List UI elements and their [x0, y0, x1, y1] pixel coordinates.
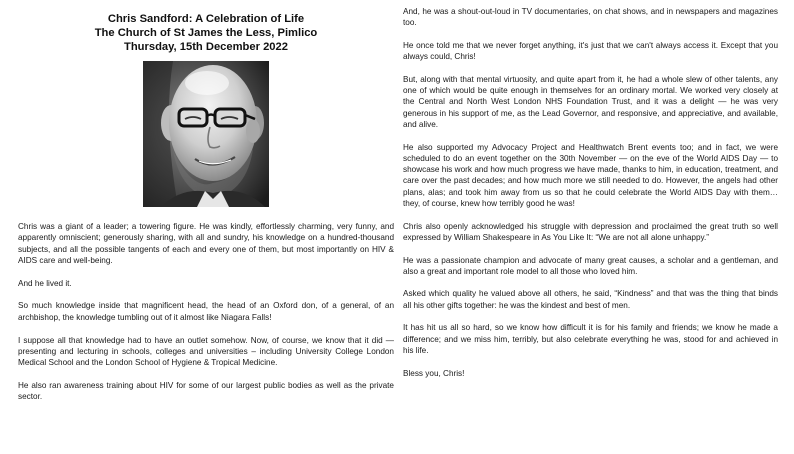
paragraph: So much knowledge inside that magnificent head, the head of an Oxford don, of a general, of an archbishop, the knowledge tumbling out of it almost like Niagara Falls! — [18, 301, 394, 322]
paragraph: Asked which quality he valued above all others, he said, “Kindness” and that was the thing that binds all his other gifts together: he was the kindest and best of men. — [403, 289, 778, 310]
left-column — [18, 0, 394, 403]
date-line: Thursday, 15th December 2022 — [124, 41, 288, 53]
paragraph: It has hit us all so hard, so we know how difficult it is for his family and friends; we know he made a difference; and we miss him, terribly, but also celebrate everything he was, stood for and achieved in his life. — [403, 323, 778, 355]
venue-line: The Church of St James the Less, Pimlico — [94, 27, 318, 39]
portrait-photo — [143, 61, 269, 207]
portrait-image — [143, 61, 269, 207]
paragraph: But, along with that mental virtuosity, and quite apart from it, he had a whole slew of other talents, any one of which would be quite enough in themselves for an ordinary mortal. We worked very closely at the Central and North West London NHS Foundation Trust, and it was a delight — he was very generous in his support of me, as the Lead Governor, and responsive, and appreciative, and available, and alive. — [403, 74, 778, 129]
closing-line: Bless you, Chris! — [403, 368, 465, 378]
paragraph: He also supported my Advocacy Project and Healthwatch Brent events too; and in fact, we were scheduled to do an event together on the 30th November — on the eve of the World AIDS Day — to showcase his work and how much progress we have made, thanks to him, in education, treatment, and care over the past decades; and how much more we still needed to do. However, the angels had other plans, alas; and took him away from us so that he could celebrate the World AIDS Day with them… they, of course, knew how terribly good he was! — [403, 142, 778, 209]
paragraph: I suppose all that knowledge had to have an outlet somehow. Now, of course, we know that it did — presenting and lecturing in schools, colleges and universities – including University College London Medical School and the London School of Hygiene & Tropical Medicine. — [18, 335, 394, 368]
paragraph: He was a passionate champion and advocate of many great causes, a scholar and a gentleman, and also a great and important role model to all those who loved him. — [403, 255, 778, 276]
paragraph: And, he was a shout-out-loud in TV documentaries, on chat shows, and in newspapers and magazines too. — [403, 7, 778, 28]
paragraph: Chris was a giant of a leader; a towering figure. He was kindly, effortlessly charming, very funny, and apparently omniscient; generously sharing, with all and sundry, his knowledge on a hundred-thousand subjects, and all the possible tangents of each and every one of them, but most importantly on HIV & AIDS care and well-being. — [18, 222, 394, 265]
title-block — [18, 12, 394, 54]
paragraph: He also ran awareness training about HIV for some of our largest public bodies as well as the private sector. — [18, 380, 394, 402]
page-title: Chris Sandford: A Celebration of Life — [107, 13, 305, 25]
paragraph: Chris also openly acknowledged his struggle with depression and proclaimed the great truth so well expressed by William Shakespeare in As You Like It: “We are not all alone unhappy.” — [403, 221, 778, 242]
paragraph: He once told me that we never forget anything, it's just that we can't always access it. Except that you always could, Chris! — [403, 40, 778, 62]
right-column — [403, 0, 778, 379]
paragraph: And he lived it. — [18, 278, 72, 288]
